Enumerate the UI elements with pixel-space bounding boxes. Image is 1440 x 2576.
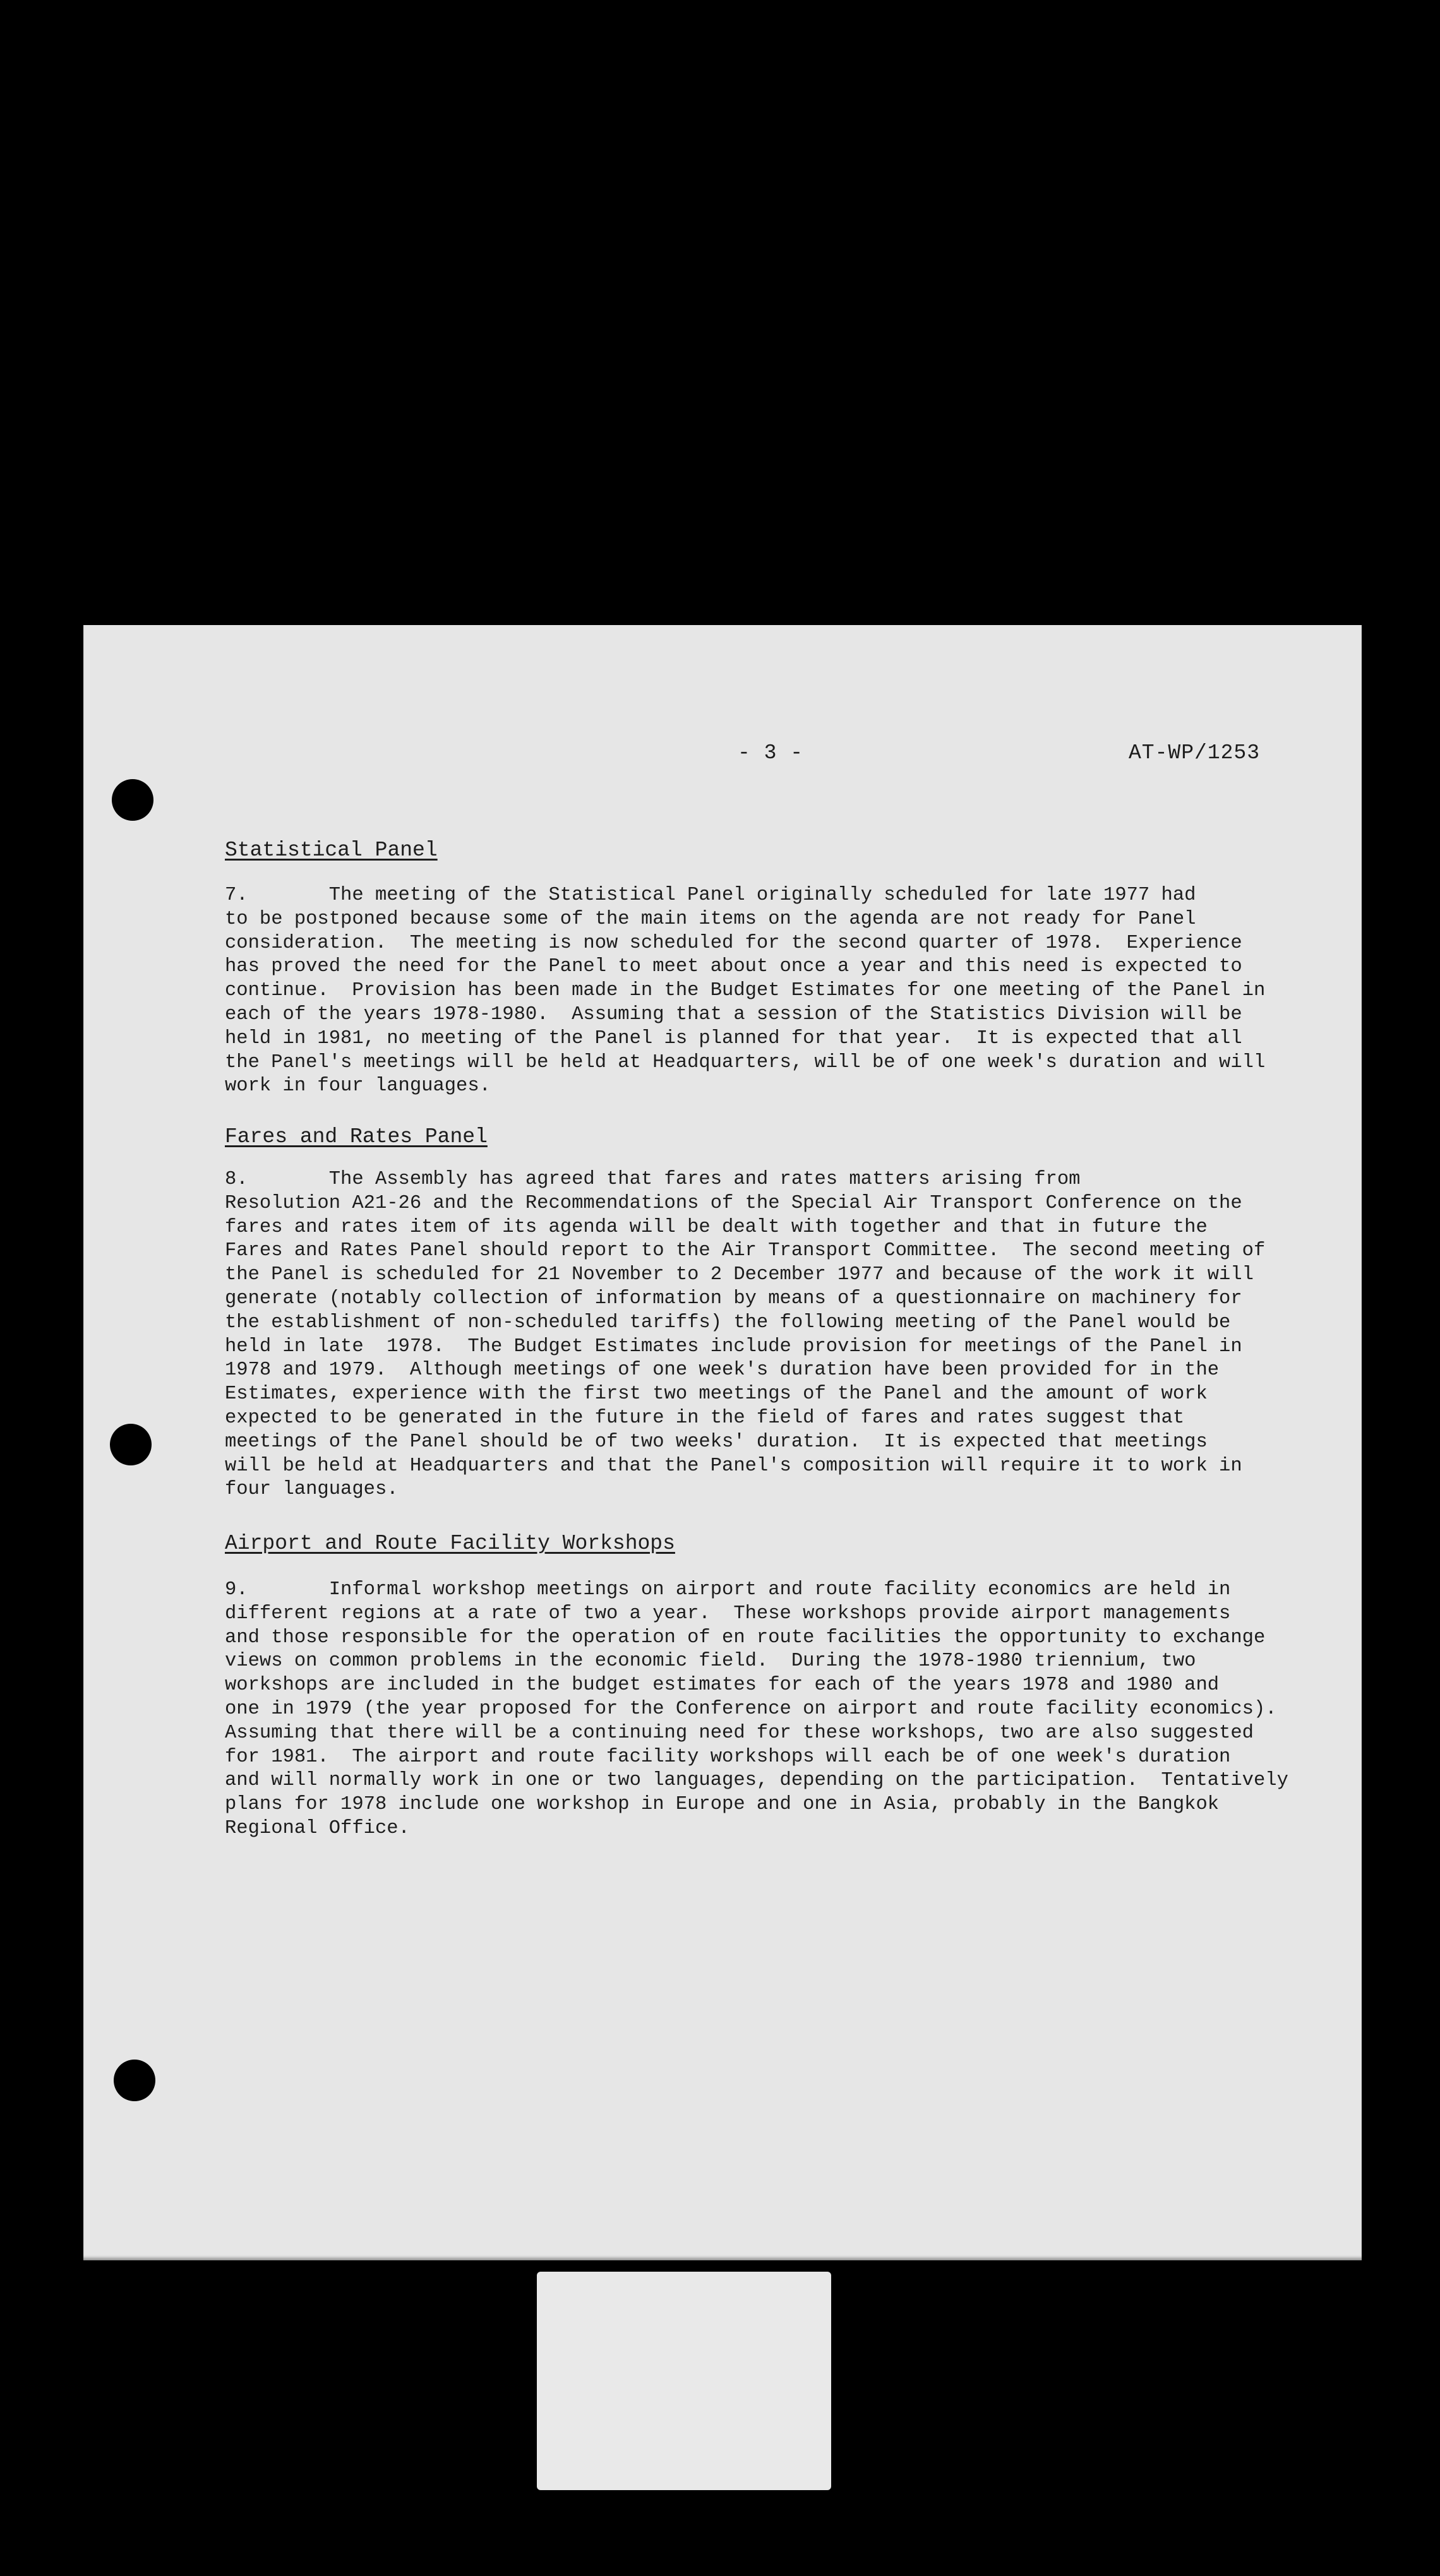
- paragraph-7: 7. The meeting of the Statistical Panel originally scheduled for late 1977 had to be postponed because some of the main items on the agenda are not ready for Panel consideration. The meeting is now scheduled for the second quarter of 1978. Experience has proved the need for the Panel to meet about once a year and this need is expected to continue. Provision has been made in the Budget Estimates for one meeting of the Panel in each of the years 1978-1980. Assuming that a session of the Statistics Division will be held in 1981, no meeting of the Panel is planned for that year. It is expected that all the Panel's meetings will be held at Headquarters, will be of one week's duration and will work in four languages.: [225, 885, 1266, 1097]
- heading-statistical-panel: Statistical Panel: [225, 838, 438, 862]
- paper-slip: [537, 2272, 831, 2490]
- heading-airport-route-workshops: Airport and Route Facility Workshops: [225, 1532, 675, 1555]
- page-number: - 3 -: [738, 741, 804, 765]
- punch-hole-middle: [110, 1424, 152, 1465]
- punch-hole-top: [112, 779, 153, 821]
- document-page: [83, 625, 1362, 2260]
- punch-hole-bottom: [114, 2060, 155, 2101]
- document-reference: AT-WP/1253: [1129, 741, 1261, 765]
- paragraph-8: 8. The Assembly has agreed that fares and rates matters arising from Resolution A21-26 and the Recommendations of the Special Air Transport Conference on the fares and rates item of its agenda will be dealt with together and that in future the Fares and Rates Panel should report to the Air Transport Committee. The second meeting of the Panel is scheduled for 21 November to 2 December 1977 and because of the work it will generate (notably collection of information by means of a questionnaire on machinery for the establishment of non-scheduled tariffs) the following meeting of the Panel would be held in late 1978. The Budget Estimates include provision for meetings of the Panel in 1978 and 1979. Although meetings of one week's duration have been provided for in the Estimates, experience with the first two meetings of the Panel and the amount of work expected to be generated in the future in the field of fares and rates suggest that meetings of the Panel should be of two weeks' duration. It is expected that meetings will be held at Headquarters and that the Panel's composition will require it to work in four languages.: [225, 1169, 1266, 1501]
- heading-fares-and-rates-panel: Fares and Rates Panel: [225, 1125, 488, 1148]
- paragraph-9: 9. Informal workshop meetings on airport and route facility economics are held in different regions at a rate of two a year. These workshops provide airport managements and those responsible for the operation of en route facilities the opportunity to exchange views on common problems in the economic field. During the 1978-1980 triennium, two workshops are included in the budget estimates for each of the years 1978 and 1980 and one in 1979 (the year proposed for the Conference on airport and route facility economics). Assuming that there will be a continuing need for these workshops, two are also suggested for 1981. The airport and route facility workshops will each be of one week's duration and will normally work in one or two languages, depending on the participation. Tentatively plans for 1978 include one workshop in Europe and one in Asia, probably in the Bangkok Regional Office.: [225, 1579, 1288, 1839]
